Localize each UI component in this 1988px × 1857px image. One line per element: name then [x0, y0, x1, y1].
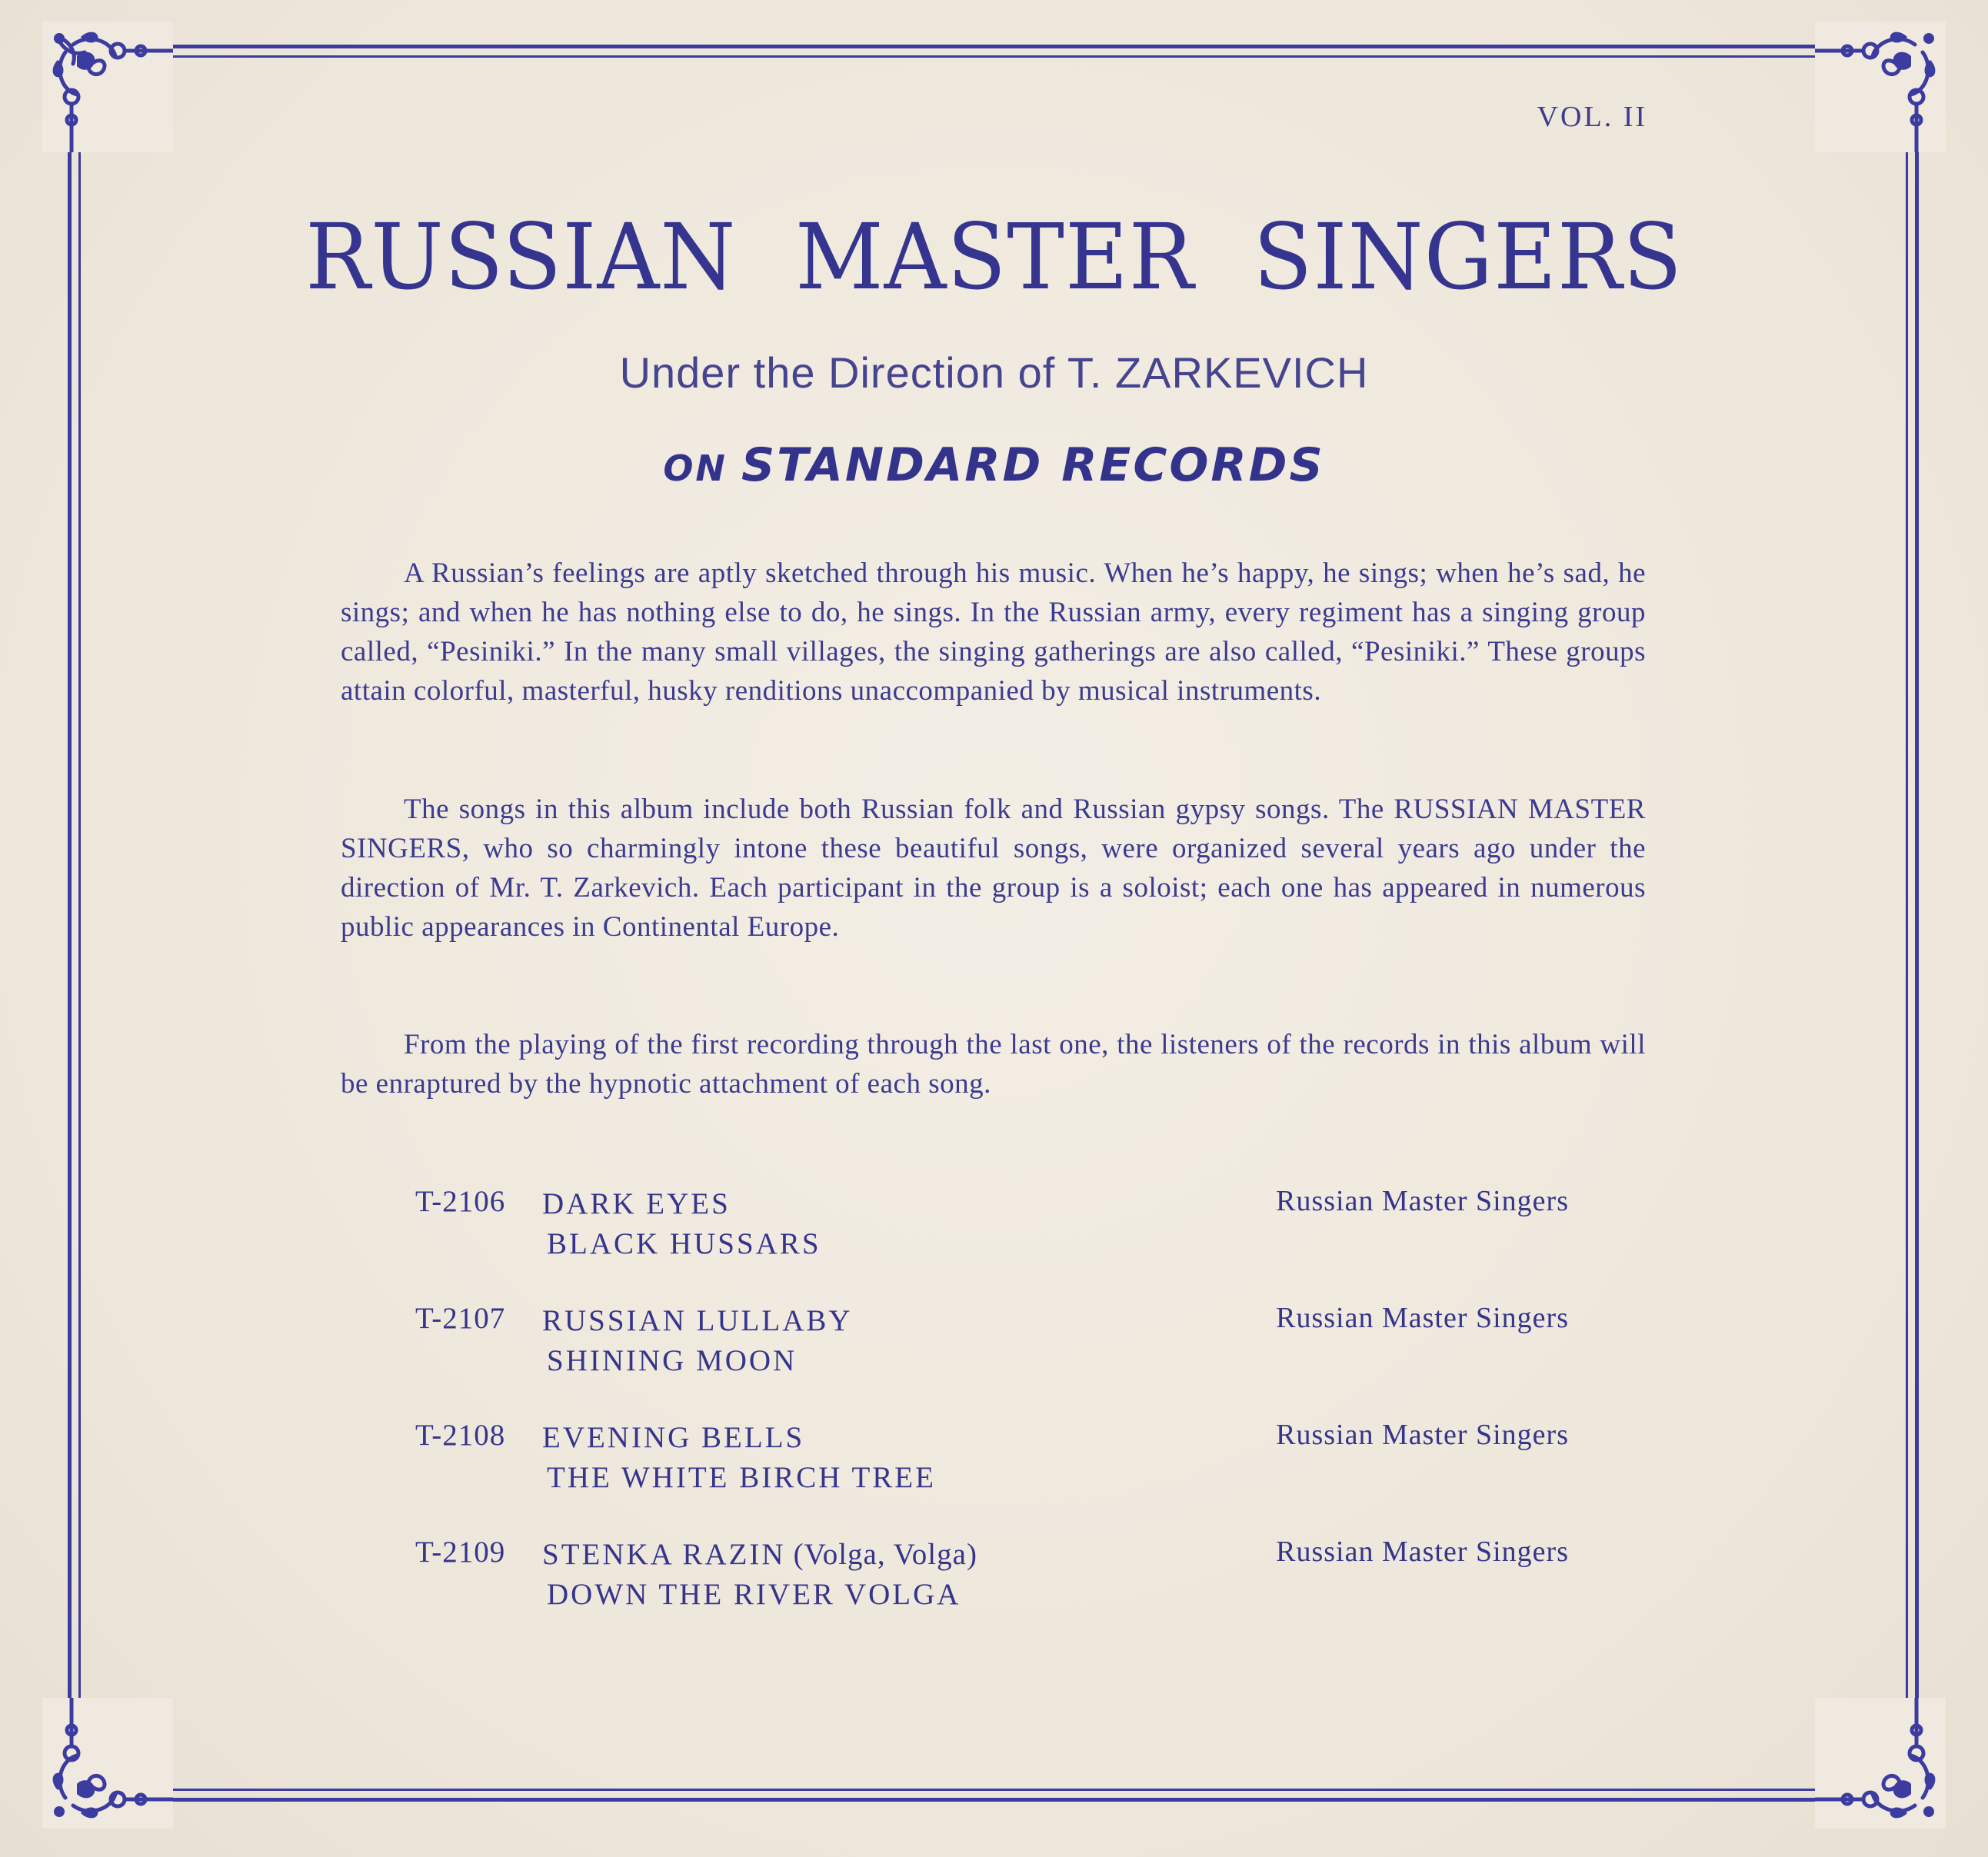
song-b-title: SHINING MOON	[547, 1344, 798, 1377]
ornamental-corner-icon	[42, 1698, 173, 1829]
ornamental-corner-icon	[1815, 22, 1946, 152]
record-number: T-2107	[415, 1302, 506, 1335]
record-number: T-2106	[415, 1185, 506, 1218]
song-titles	[542, 1184, 821, 1264]
artist-name: Russian Master Singers	[1276, 1419, 1569, 1451]
song-b-title: THE WHITE BIRCH TREE	[547, 1461, 936, 1494]
song-a-title	[542, 1535, 977, 1575]
song-b-title: BLACK HUSSARS	[547, 1227, 821, 1260]
artist-name: Russian Master Singers	[1276, 1536, 1569, 1568]
album-subtitle: Under the Direction of T. ZARKEVICH	[619, 348, 1369, 397]
song-a-note: (Volga, Volga)	[793, 1538, 977, 1571]
song-a-text: STENKA RAZIN	[542, 1538, 786, 1571]
song-titles	[542, 1418, 936, 1498]
intro-paragraph	[341, 554, 1646, 711]
song-a-text: RUSSIAN LULLABY	[542, 1304, 853, 1337]
track-list	[415, 1184, 1569, 1652]
paragraph-text: The songs in this album include both Russian folk and Russian gypsy songs. The RUSSIAN MASTER SINGERS, who so charmingly intone these beautiful songs, were organized several years ago under the direction of Mr. T. Zarkevich. Each participant in the group is a soloist; each one has appeared in numerous public appearances in Continental Europe.	[341, 794, 1646, 943]
closing-paragraph	[341, 1025, 1646, 1103]
paragraph-text: From the playing of the first recording through the last one, the listeners of the records in this album will be enraptured by the hypnotic attachment of each song.	[341, 1029, 1646, 1100]
ornament-svg	[42, 22, 173, 152]
album-title: RUSSIAN MASTER SINGERS	[305, 205, 1683, 311]
track-row	[415, 1418, 1569, 1535]
record-number: T-2108	[415, 1419, 506, 1452]
ornament-svg	[1815, 22, 1946, 152]
ornamental-corner-icon	[42, 22, 173, 152]
label-prefix: ON	[663, 448, 728, 489]
paragraph-text: A Russian’s feelings are aptly sketched through his music. When he’s happy, he sings; when he’s sad, he sings; and when he has nothing else to do, he sings. In the Russian army, every regiment has a singing group called, “Pesiniki.” In the many small villages, the singing gatherings are also called, “Pesiniki.” These groups attain colorful, masterful, husky renditions unaccompanied by musical instruments.	[341, 557, 1646, 707]
ornamental-corner-icon	[1815, 1698, 1946, 1829]
track-row	[415, 1301, 1569, 1418]
song-titles	[542, 1535, 977, 1615]
song-b-title: DOWN THE RIVER VOLGA	[547, 1578, 961, 1611]
song-a-text: EVENING BELLS	[542, 1421, 805, 1454]
song-titles	[542, 1301, 861, 1381]
record-label-line	[0, 438, 1988, 492]
artist-name: Russian Master Singers	[1276, 1185, 1569, 1217]
song-a-title	[542, 1418, 936, 1458]
volume-label: VOL. II	[1537, 101, 1647, 133]
track-row	[415, 1184, 1569, 1301]
ornament-svg	[1815, 1698, 1946, 1829]
ornament-svg	[42, 1698, 173, 1829]
record-label-name: STANDARD RECORDS	[741, 438, 1325, 492]
song-a-title	[542, 1301, 861, 1341]
artist-name: Russian Master Singers	[1276, 1302, 1569, 1334]
about-paragraph	[341, 790, 1646, 947]
song-a-text: DARK EYES	[542, 1187, 731, 1220]
track-row	[415, 1535, 1569, 1652]
song-a-title	[542, 1184, 821, 1224]
record-number: T-2109	[415, 1536, 506, 1569]
